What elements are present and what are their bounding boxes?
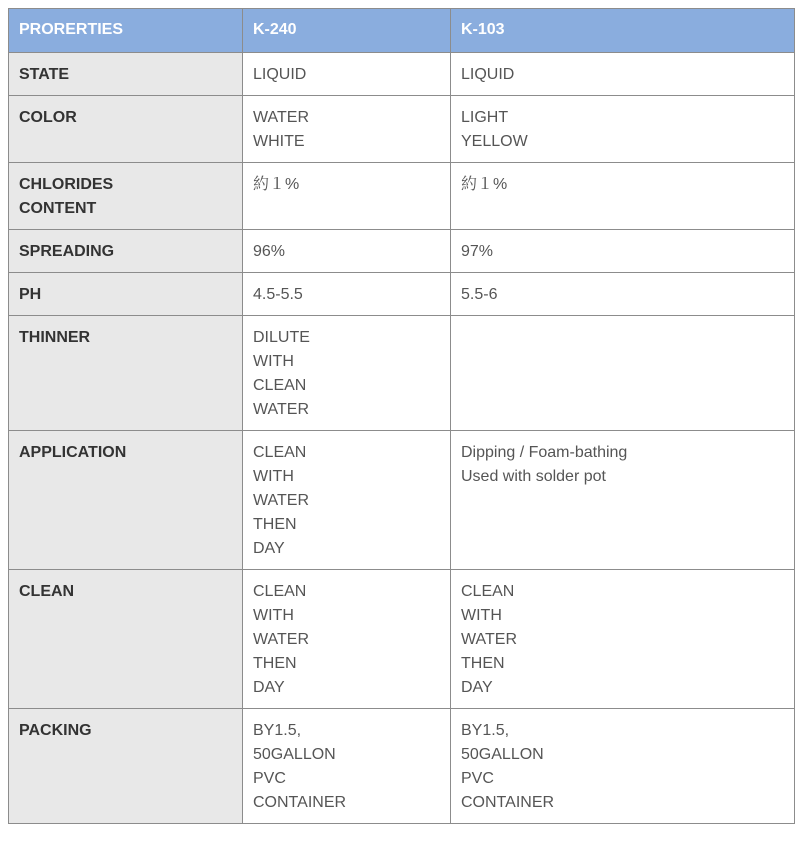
cell-text-line: 約１% — [253, 176, 300, 193]
cell-text-line: WATER — [253, 109, 309, 126]
cell-text-line: DAY — [253, 679, 285, 696]
property-cell — [9, 96, 243, 163]
k-103-cell — [451, 163, 795, 230]
cell-text-line: THEN — [461, 655, 505, 672]
cell-text-line: WITH — [253, 607, 294, 624]
cell-text-line: 5.5-6 — [461, 286, 498, 303]
cell-text-line: LIQUID — [461, 66, 515, 83]
cell-text-line: YELLOW — [461, 133, 528, 150]
k-240-cell — [243, 230, 451, 273]
k-103-cell — [451, 570, 795, 709]
cell-text-line: PACKING — [19, 722, 92, 739]
cell-text-line: PH — [19, 286, 42, 303]
cell-text-line: DAY — [253, 540, 285, 557]
cell-text-line: THINNER — [19, 329, 91, 346]
k-103-cell — [451, 316, 795, 431]
k-240-cell — [243, 53, 451, 96]
cell-text-line: DILUTE — [253, 329, 310, 346]
cell-text-line: 97% — [461, 243, 494, 260]
cell-text-line: WATER — [461, 631, 517, 648]
cell-text-line: CONTENT — [19, 200, 97, 217]
cell-text-line: STATE — [19, 66, 70, 83]
header-k-240: K-240 — [243, 9, 451, 53]
cell-text-line: WITH — [253, 353, 294, 370]
cell-text-line: WATER — [253, 492, 309, 509]
cell-text-line: WITH — [461, 607, 502, 624]
k-240-cell — [243, 316, 451, 431]
cell-text-line: SPREADING — [19, 243, 115, 260]
k-240-cell — [243, 709, 451, 824]
k-103-cell — [451, 96, 795, 163]
cell-text-line: DAY — [461, 679, 493, 696]
cell-text-line: APPLICATION — [19, 444, 127, 461]
table-row — [9, 570, 795, 709]
property-cell — [9, 431, 243, 570]
cell-text-line: LIGHT — [461, 109, 509, 126]
cell-text-line: CHLORIDES — [19, 176, 114, 193]
property-cell — [9, 570, 243, 709]
cell-text-line: 約１% — [461, 176, 508, 193]
k-240-cell — [243, 570, 451, 709]
cell-text-line: WATER — [253, 631, 309, 648]
cell-text-line: WHITE — [253, 133, 305, 150]
property-cell — [9, 273, 243, 316]
header-properties: PRORERTIES — [9, 9, 243, 53]
table-row — [9, 431, 795, 570]
cell-text-line: CLEAN — [19, 583, 75, 600]
k-240-cell — [243, 163, 451, 230]
cell-text-line: CLEAN — [461, 583, 515, 600]
table-row — [9, 230, 795, 273]
cell-text-line: THEN — [253, 516, 297, 533]
cell-text-line: BY1.5, — [253, 722, 302, 739]
k-240-cell — [243, 431, 451, 570]
cell-text-line: CLEAN — [253, 583, 307, 600]
cell-text-line: WITH — [253, 468, 294, 485]
table-body — [9, 53, 795, 824]
property-cell — [9, 230, 243, 273]
property-cell — [9, 163, 243, 230]
k-103-cell — [451, 230, 795, 273]
cell-text-line: BY1.5, — [461, 722, 510, 739]
k-103-cell — [451, 273, 795, 316]
property-cell — [9, 316, 243, 431]
properties-table — [8, 8, 795, 824]
cell-text-line: CLEAN — [253, 377, 307, 394]
cell-text-line: 50GALLON — [461, 746, 544, 763]
cell-text-line: CLEAN — [253, 444, 307, 461]
k-240-cell — [243, 96, 451, 163]
table-row — [9, 53, 795, 96]
cell-text-line: Used with solder pot — [461, 468, 606, 485]
k-103-cell — [451, 53, 795, 96]
cell-text-line: CONTAINER — [253, 794, 347, 811]
cell-text-line: 50GALLON — [253, 746, 336, 763]
cell-text-line: COLOR — [19, 109, 77, 126]
cell-text-line: THEN — [253, 655, 297, 672]
k-240-cell — [243, 273, 451, 316]
cell-text-line: PVC — [253, 770, 286, 787]
cell-text-line: PVC — [461, 770, 494, 787]
table-header — [9, 9, 795, 53]
property-cell — [9, 53, 243, 96]
cell-text-line: CONTAINER — [461, 794, 555, 811]
k-103-cell — [451, 709, 795, 824]
property-cell — [9, 709, 243, 824]
cell-text-line: 96% — [253, 243, 286, 260]
cell-text-line: Dipping / Foam-bathing — [461, 444, 628, 461]
k-103-cell — [451, 431, 795, 570]
table-row — [9, 96, 795, 163]
header-row — [9, 9, 795, 53]
table-row — [9, 163, 795, 230]
cell-text-line: LIQUID — [253, 66, 307, 83]
table-row — [9, 709, 795, 824]
header-k-103: K-103 — [451, 9, 795, 53]
table-row — [9, 273, 795, 316]
cell-text-line: 4.5-5.5 — [253, 286, 303, 303]
table-row — [9, 316, 795, 431]
cell-text-line: WATER — [253, 401, 309, 418]
